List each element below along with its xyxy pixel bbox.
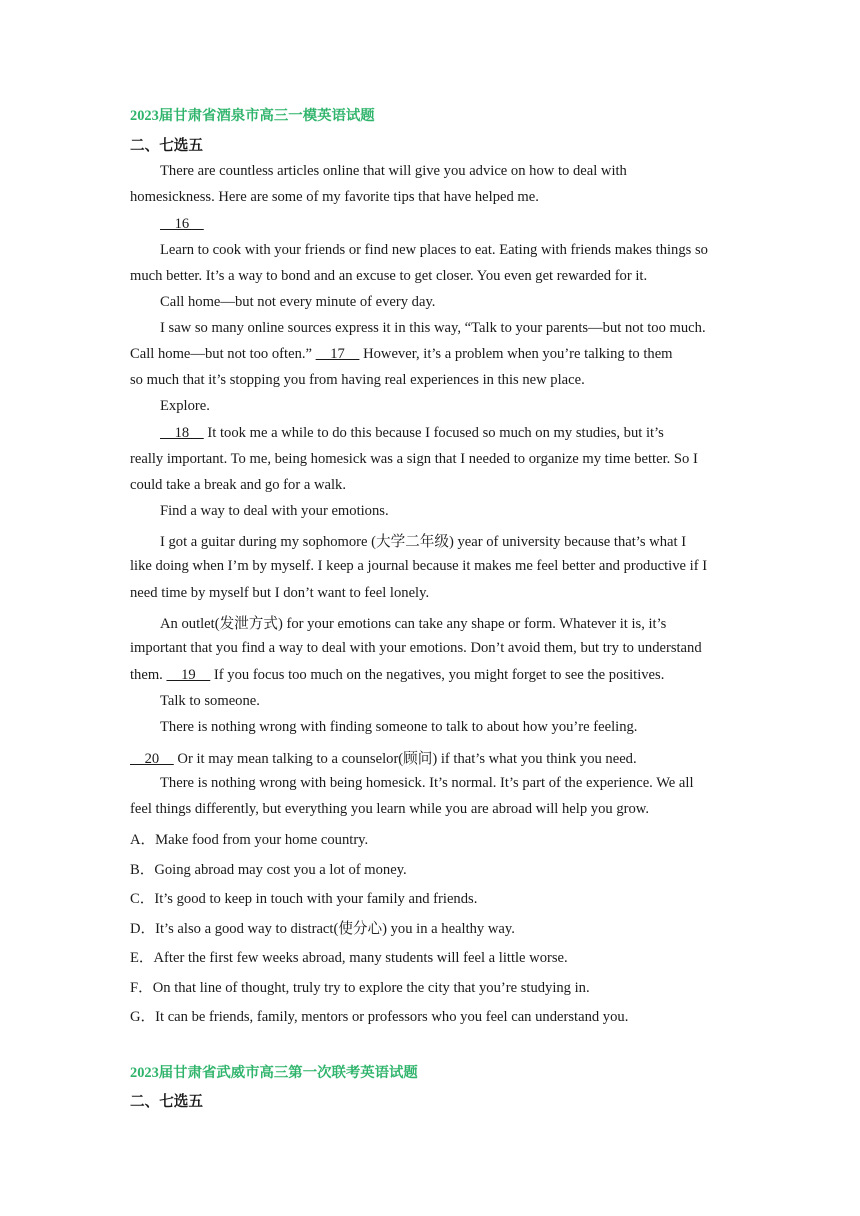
subheading: Find a way to deal with your emotions. xyxy=(160,503,389,519)
paragraph-line: could take a break and go for a walk. xyxy=(130,477,346,493)
option-c: C．It’s good to keep in touch with your family and friends. xyxy=(130,891,478,907)
section-heading: 2023届甘肃省酒泉市高三一模英语试题 xyxy=(130,108,375,124)
section-heading: 2023届甘肃省武威市高三第一次联考英语试题 xyxy=(130,1065,418,1081)
paragraph-line: like doing when I’m by myself. I keep a journal because it makes me feel better and productive if I xyxy=(130,558,708,574)
paragraph-line: need time by myself but I don’t want to feel lonely. xyxy=(130,585,430,601)
part-title: 二、七选五 xyxy=(130,138,203,154)
part-title: 二、七选五 xyxy=(130,1094,203,1110)
option-f: F．On that line of thought, truly try to explore the city that you’re studying in. xyxy=(130,980,590,996)
subheading: Explore. xyxy=(160,398,210,414)
paragraph-line: so much that it’s stopping you from having real experiences in this new place. xyxy=(130,372,585,388)
paragraph-line: much better. It’s a way to bond and an excuse to get closer. You even get rewarded for it. xyxy=(130,268,648,284)
paragraph-line: them. 19 If you focus too much on the negatives, you might forget to see the positives. xyxy=(130,667,665,683)
option-b: B．Going abroad may cost you a lot of money. xyxy=(130,862,407,878)
paragraph-line: There are countless articles online that will give you advice on how to deal with xyxy=(160,163,627,179)
option-g: G．It can be friends, family, mentors or professors who you feel can understand you. xyxy=(130,1009,629,1025)
paragraph-line: 20 Or it may mean talking to a counselor(顾问) if that’s what you think you need. xyxy=(130,751,637,767)
paragraph-line: really important. To me, being homesick was a sign that I needed to organize my time better. So I xyxy=(130,451,698,467)
paragraph-line: 18 It took me a while to do this because I focused so much on my studies, but it’s xyxy=(160,425,664,441)
paragraph-line: I got a guitar during my sophomore (大学二年级) year of university because that’s what I xyxy=(160,534,687,550)
option-a: A．Make food from your home country. xyxy=(130,832,369,848)
paragraph-line: feel things differently, but everything you learn while you are abroad will help you grow. xyxy=(130,801,650,817)
blank-17[interactable]: 17 xyxy=(315,346,360,362)
blank-16[interactable]: 16 xyxy=(160,216,204,232)
paragraph-line: There is nothing wrong with being homesick. It’s normal. It’s part of the experience. We all xyxy=(160,775,694,791)
paragraph-line: Learn to cook with your friends or find new places to eat. Eating with friends makes things so xyxy=(160,242,708,258)
blank-20[interactable]: 20 xyxy=(130,751,174,767)
blank-18[interactable]: 18 xyxy=(160,425,204,441)
subheading: Call home—but not every minute of every day. xyxy=(160,294,436,310)
paragraph-line: homesickness. Here are some of my favorite tips that have helped me. xyxy=(130,189,539,205)
blank-19[interactable]: 19 xyxy=(166,667,211,683)
paragraph-line: There is nothing wrong with finding someone to talk to about how you’re feeling. xyxy=(160,719,638,735)
option-e: E．After the first few weeks abroad, many students will feel a little worse. xyxy=(130,950,568,966)
paragraph-line: Call home—but not too often.” 17 However, it’s a problem when you’re talking to them xyxy=(130,346,673,362)
paragraph-line: An outlet(发泄方式) for your emotions can take any shape or form. Whatever it is, it’s xyxy=(160,616,667,632)
paragraph-line: important that you find a way to deal with your emotions. Don’t avoid them, but try to understand xyxy=(130,640,702,656)
subheading: Talk to someone. xyxy=(160,693,260,709)
option-d: D．It’s also a good way to distract(使分心) you in a healthy way. xyxy=(130,921,515,937)
paragraph-line: I saw so many online sources express it in this way, “Talk to your parents—but not too much. xyxy=(160,320,706,336)
